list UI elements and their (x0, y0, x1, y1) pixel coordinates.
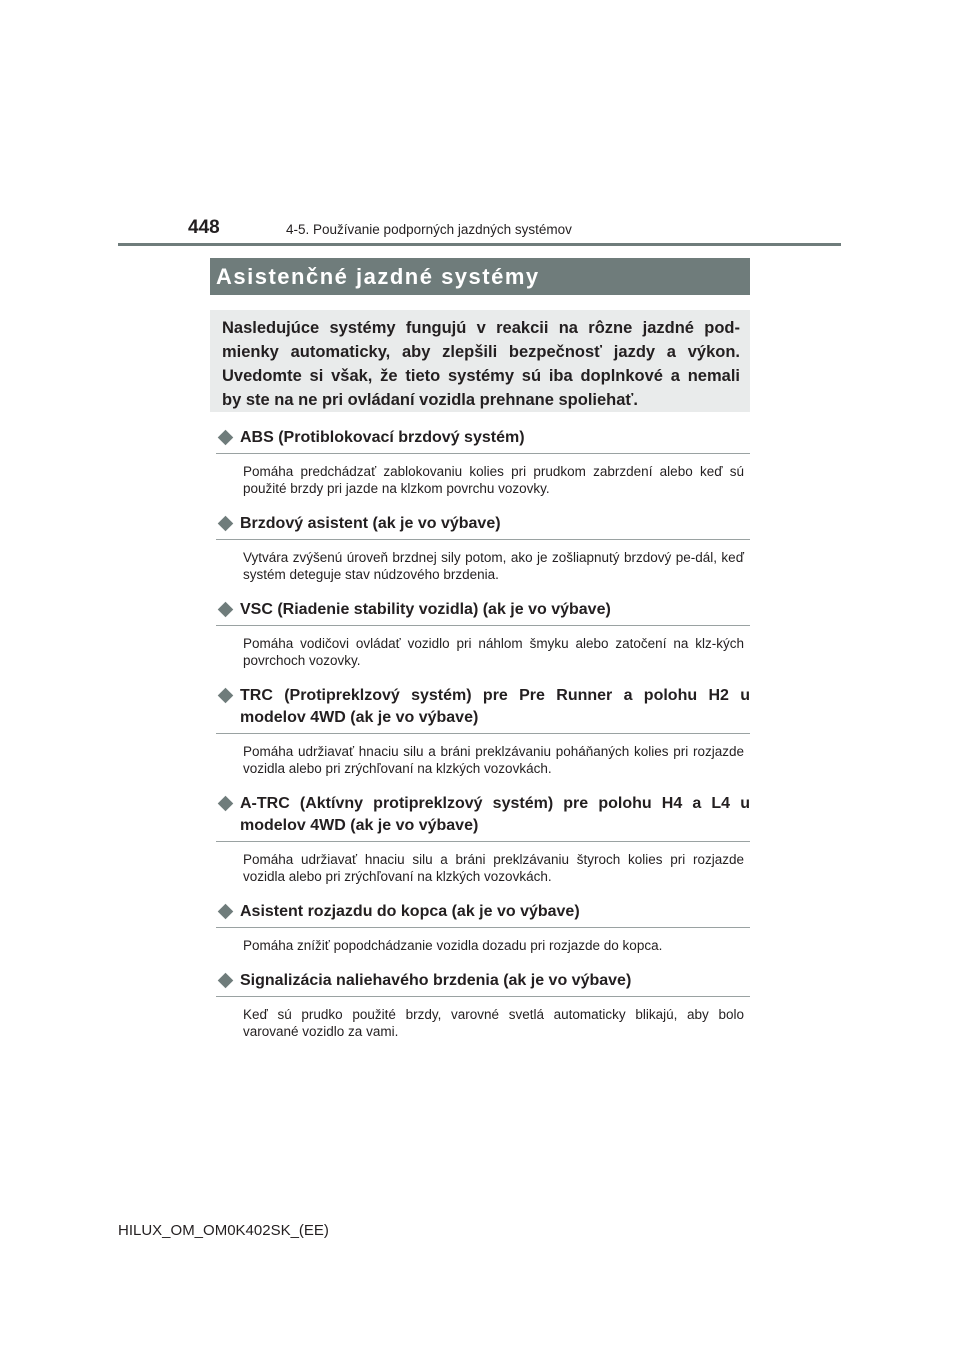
system-title: A-TRC (Aktívny protipreklzový systém) pre polohu H4 a L4 u modelov 4WD (ak je vo výbave) (240, 795, 750, 834)
diamond-bullet-icon (218, 516, 234, 532)
system-title: ABS (Protiblokovací brzdový systém) (240, 429, 525, 446)
diamond-bullet-icon (218, 602, 234, 618)
system-item-vsc (216, 599, 750, 669)
page-number: 448 (188, 217, 220, 238)
intro-line: by ste na ne pri ovládaní vozidla prehnane spoliehať. (222, 391, 638, 409)
system-heading (216, 970, 750, 997)
document-code: HILUX_OM_OM0K402SK_(EE) (118, 1222, 329, 1239)
intro-line: Nasledujúce systémy fungujú v reakcii na rôzne jazdné pod- (222, 319, 740, 337)
diamond-bullet-icon (218, 796, 234, 812)
system-heading (216, 685, 750, 734)
system-heading (216, 513, 750, 540)
diamond-bullet-icon (218, 973, 234, 989)
system-description: Keď sú prudko použité brzdy, varovné svetlá automaticky blikajú, aby bolo varované vozidlo za vami. (243, 1007, 744, 1039)
diamond-bullet-icon (218, 904, 234, 920)
system-title: TRC (Protipreklzový systém) pre Pre Runner a polohu H2 u modelov 4WD (ak je vo výbave) (240, 687, 750, 726)
system-heading (216, 901, 750, 928)
system-item-emergency-brake-signal (216, 970, 750, 1040)
system-item-trc (216, 685, 750, 777)
diamond-bullet-icon (218, 430, 234, 446)
system-item-brake-assist (216, 513, 750, 583)
system-title: Brzdový asistent (ak je vo výbave) (240, 515, 501, 532)
system-heading (216, 599, 750, 626)
system-item-a-trc (216, 793, 750, 885)
intro-box (210, 310, 750, 412)
system-title: VSC (Riadenie stability vozidla) (ak je vo výbave) (240, 601, 611, 618)
system-list (216, 427, 750, 1040)
system-description: Pomáha udržiavať hnaciu silu a bráni preklzávaniu štyroch kolies pri rozjazde vozidla alebo pri zrýchľovaní na klzkých vozovkách. (243, 852, 744, 884)
system-item-hill-start-assist (216, 901, 750, 954)
system-title: Asistent rozjazdu do kopca (ak je vo výbave) (240, 903, 580, 920)
system-heading (216, 427, 750, 454)
system-description: Pomáha vodičovi ovládať vozidlo pri náhlom šmyku alebo zatočení na klz-kých povrchoch vozovky. (243, 636, 744, 668)
system-description: Vytvára zvýšenú úroveň brzdnej sily potom, ako je zošliapnutý brzdový pe-dál, keď systém deteguje stav núdzového brzdenia. (243, 550, 744, 582)
section-title: Asistenčné jazdné systémy (210, 258, 750, 295)
system-item-abs (216, 427, 750, 497)
intro-line: mienky automaticky, aby zlepšili bezpečnosť jazdy a výkon. (222, 343, 740, 361)
chapter-title: 4-5. Používanie podporných jazdných systémov (286, 222, 572, 237)
system-title: Signalizácia naliehavého brzdenia (ak je vo výbave) (240, 972, 632, 989)
intro-line: Uvedomte si však, že tieto systémy sú iba doplnkové a nemali (222, 367, 740, 385)
system-description: Pomáha udržiavať hnaciu silu a bráni preklzávaniu poháňaných kolies pri rozjazde vozidla alebo pri zrýchľovaní na klzkých vozovkách. (243, 744, 744, 776)
diamond-bullet-icon (218, 688, 234, 704)
system-description: Pomáha predchádzať zablokovaniu kolies pri prudkom zabrzdení alebo keď sú použité brzdy pri jazde na klzkom povrchu vozovky. (243, 464, 744, 496)
system-description: Pomáha znížiť popodchádzanie vozidla dozadu pri rozjazde do kopca. (243, 938, 663, 953)
header-rule (118, 243, 841, 246)
system-heading (216, 793, 750, 842)
